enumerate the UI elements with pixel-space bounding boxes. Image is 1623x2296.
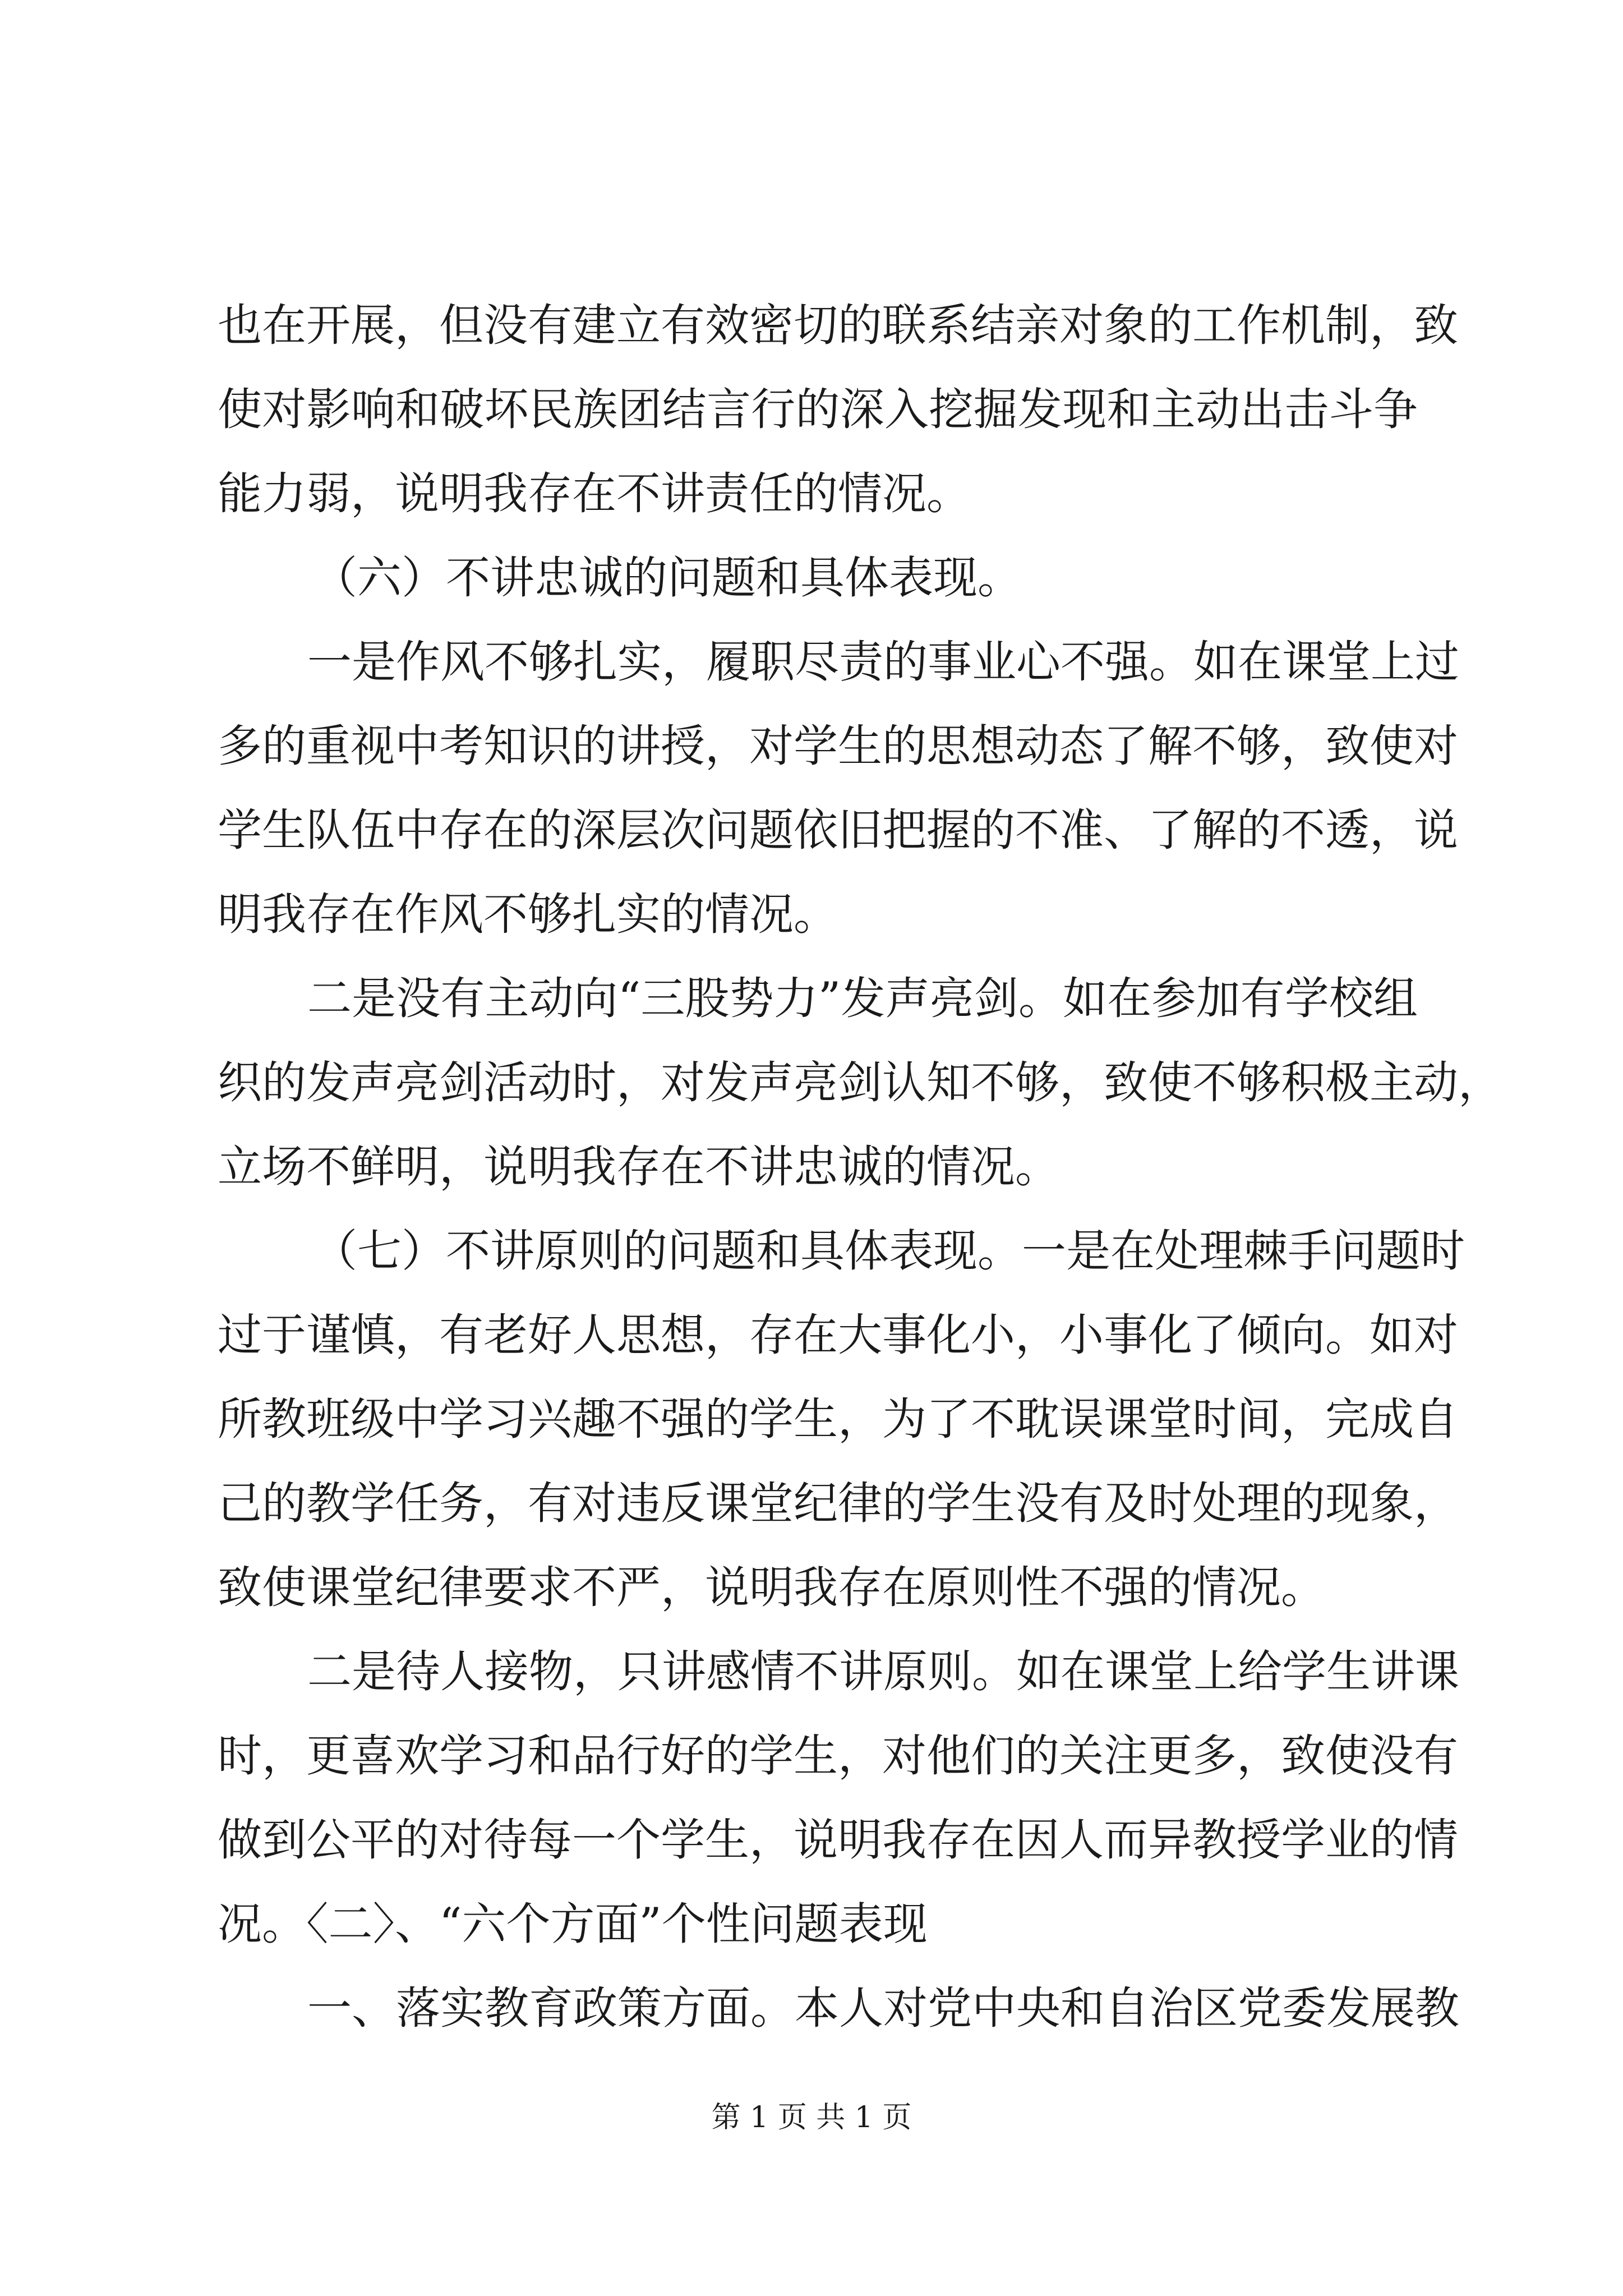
- text-line: 时，更喜欢学习和品行好的学生，对他们的关注更多，致使没有: [218, 1730, 1458, 1782]
- text-line: 多的重视中考知识的讲授，对学生的思想动态了解不够，致使对: [218, 720, 1458, 772]
- page-footer: [0, 2095, 1623, 2140]
- text-line: 使对影响和破坏民族团结言行的深入挖掘发现和主动出击斗争: [218, 384, 1418, 435]
- section-heading: （六）不讲忠诚的问题和具体表现。: [313, 552, 1022, 604]
- page-number: 第 1 页 共 1 页: [711, 2101, 912, 2134]
- text-line: 也在开展，但没有建立有效密切的联系结亲对象的工作机制，致: [218, 300, 1458, 351]
- text-line: 致使课堂纪律要求不严，说明我存在原则性不强的情况。: [218, 1562, 1325, 1613]
- text-line: 一是作风不够扎实，履职尽责的事业心不强。如在课堂上过: [307, 636, 1459, 688]
- text-line: 况。〈二〉、“六个方面”个性问题表现: [218, 1898, 928, 1950]
- text-line: 明我存在作风不够扎实的情况。: [218, 889, 838, 940]
- text-line: 能力弱，说明我存在不讲责任的情况。: [218, 468, 971, 519]
- text-line: 学生队伍中存在的深层次问题依旧把握的不准、了解的不透，说: [218, 804, 1458, 856]
- text-line: 过于谨慎，有老好人思想，存在大事化小，小事化了倾向。如对: [218, 1309, 1458, 1361]
- text-line: 做到公平的对待每一个学生，说明我存在因人而异教授学业的情: [218, 1814, 1458, 1866]
- text-line: 所教班级中学习兴趣不强的学生，为了不耽误课堂时间，完成自: [218, 1393, 1458, 1445]
- text-line: 织的发声亮剑活动时，对发声亮剑认知不够，致使不够积极主动，: [218, 1057, 1502, 1108]
- document-body: [218, 283, 1502, 2050]
- text-line: 二是没有主动向“三股势力”发声亮剑。如在参加有学校组: [307, 973, 1418, 1024]
- section-heading: （七）不讲原则的问题和具体表现。一是在处理棘手问题时: [313, 1225, 1465, 1277]
- text-line: 己的教学任务，有对违反课堂纪律的学生没有及时处理的现象，: [218, 1478, 1458, 1529]
- text-line: 一、落实教育政策方面。本人对党中央和自治区党委发展教: [307, 1982, 1459, 2034]
- text-line: 二是待人接物，只讲感情不讲原则。如在课堂上给学生讲课: [307, 1646, 1459, 1697]
- text-line: 立场不鲜明，说明我存在不讲忠诚的情况。: [218, 1141, 1059, 1193]
